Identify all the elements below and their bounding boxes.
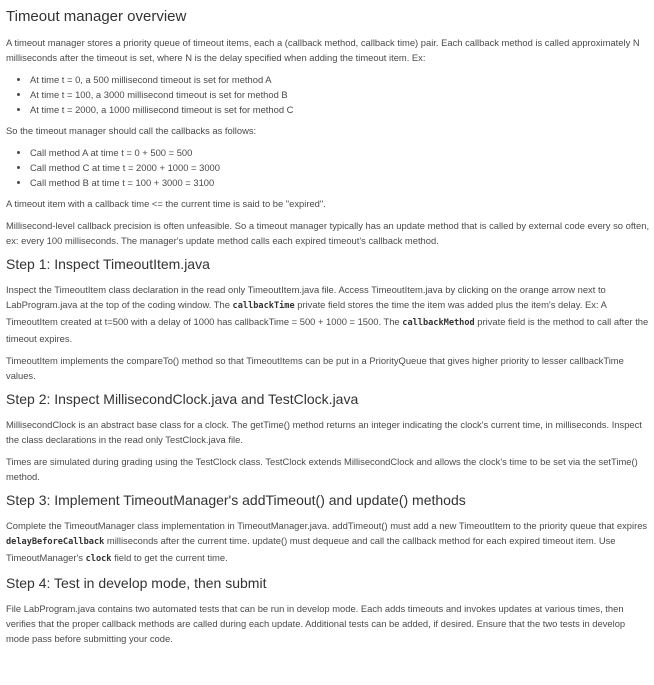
- step1-heading: Step 1: Inspect TimeoutItem.java: [6, 256, 210, 272]
- list-item: • At time t = 100, a 3000 millisecond timeout is set for method B: [30, 87, 650, 102]
- step3-text-a: Complete the TimeoutManager class implementation in TimeoutManager.java. addTimeout() must add a new TimeoutItem to the priority queue that expires: [6, 520, 648, 531]
- step1-text-c: private field is the method to call after the timeout expires.: [6, 316, 649, 344]
- intro-paragraph: A timeout manager stores a priority queue of timeout items, each a (callback method, callback time) pair. Each callback method is called approximately N milliseconds after the timeout is set, where N is the delay specified when adding the timeout item. Ex:: [6, 37, 640, 63]
- precision-note: Millisecond-level callback precision is often unfeasible. So a timeout manager typically has an update method that is called by external code every so often, ex: every 100 milliseconds. The manager's update method calls each expired timeout's callback method.: [6, 220, 650, 246]
- step3-heading: Step 3: Implement TimeoutManager's addTimeout() and update() methods: [6, 492, 466, 508]
- callbacks-intro: So the timeout manager should call the callbacks as follows:: [6, 125, 257, 136]
- list-item: • Call method A at time t = 0 + 500 = 500: [30, 145, 650, 160]
- example-timeouts-list: [6, 72, 650, 117]
- list-item: • At time t = 0, a 500 millisecond timeout is set for method A: [30, 72, 650, 87]
- step2-heading: Step 2: Inspect MillisecondClock.java and TestClock.java: [6, 391, 359, 407]
- step1-paragraph-1: [6, 282, 650, 346]
- step3-text-b: milliseconds after the current time. update() must dequeue and call the callback method for each expired timeout item. Use TimeoutManager's: [6, 535, 616, 563]
- callback-time-code: callbackTime: [232, 301, 295, 311]
- expired-note: A timeout item with a callback time <= the current time is said to be "expired".: [6, 198, 326, 209]
- step4-heading: Step 4: Test in develop mode, then submit: [6, 575, 267, 591]
- step2-paragraph-2: Times are simulated during grading using the TestClock class. TestClock extends MillisecondClock and allows the clock's time to be set via the setTime() method.: [6, 456, 638, 482]
- step1-paragraph-2: TimeoutItem implements the compareTo() method so that TimeoutItems can be put in a PriorityQueue that gives higher priority to lesser callbackTime values.: [6, 355, 624, 381]
- step2-paragraph-1: MillisecondClock is an abstract base class for a clock. The getTime() method returns an integer indicating the clock's current time, in milliseconds. Inspect the class declarations in the read only TestClock.java file.: [6, 419, 642, 445]
- step1-text-b: private field stores the time the item was added plus the item's delay. Ex: A TimeoutItem created at t=500 with a delay of 1000 has callbackTime = 500 + 1000 = 1500. The: [6, 299, 607, 327]
- example-calls-list: [6, 145, 650, 190]
- step1-text-a: Inspect the TimeoutItem class declaration in the read only TimeoutItem.java file. Access TimeoutItem.java by clicking on the orange arrow next to LabProgram.java at the top of the coding window. The: [6, 284, 606, 310]
- list-item: • At time t = 2000, a 1000 millisecond timeout is set for method C: [30, 102, 650, 117]
- list-item: • Call method C at time t = 2000 + 1000 = 3000: [30, 160, 650, 175]
- step3-paragraph-1: [6, 518, 650, 567]
- page-title: Timeout manager overview: [6, 8, 187, 25]
- list-item: • Call method B at time t = 100 + 3000 = 3100: [30, 175, 650, 190]
- step3-text-c: field to get the current time.: [111, 552, 228, 563]
- step4-paragraph-1: File LabProgram.java contains two automated tests that can be run in develop mode. Each adds timeouts and invokes updates at various times, then verifies that the proper callback methods are called during each update. Additional tests can be added, if desired. Ensure that the two tests in develop mode pass before submitting your code.: [6, 603, 626, 644]
- clock-code: clock: [85, 554, 112, 564]
- callback-method-code: callbackMethod: [402, 318, 475, 328]
- delay-before-callback-code: delayBeforeCallback: [6, 537, 105, 547]
